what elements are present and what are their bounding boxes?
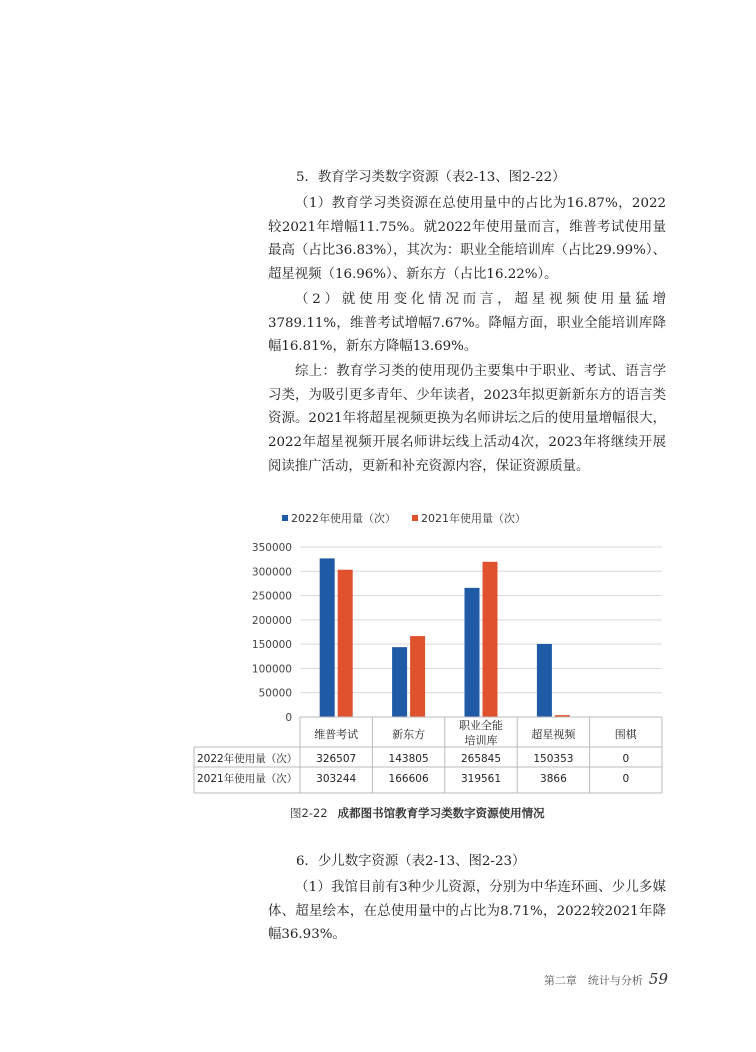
bar-1-2 <box>392 647 407 717</box>
legend-label-1: 2022年使用量（次） <box>291 512 396 525</box>
y-tick-label-2: 100000 <box>251 663 292 676</box>
chapter-label: 第二章 统计与分析 <box>543 974 643 987</box>
y-tick-label-5: 250000 <box>251 590 292 603</box>
table-cell-2-2: 166606 <box>388 773 429 785</box>
table-row-label-2: 2021年使用量（次） <box>197 773 298 785</box>
section5-paragraph-1: （1）教育学习类资源在总使用量中的占比为16.87%，2022较2021年增幅11.75%。就2022年使用量而言，维普考试使用量最高（占比36.83%），其次为：职业全能培训库（占比29.99%）、超星视频（16.96%）、新东方（占比16.22%）。 <box>268 196 666 283</box>
category-label-3-2: 培训库 <box>464 734 498 747</box>
bar-1-3 <box>465 588 480 717</box>
figure-number: 图2-22 <box>290 806 328 820</box>
category-label-1-1: 维普考试 <box>314 728 359 741</box>
legend-label-2: 2021年使用量（次） <box>421 512 526 525</box>
table-cell-2-4: 3866 <box>540 773 567 785</box>
table-cell-2-5: 0 <box>622 773 630 785</box>
table-cell-1-3: 265845 <box>460 753 502 765</box>
section5-heading: 5．教育学习类数字资源（表2-13、图2-22） <box>296 170 566 185</box>
legend-swatch-2 <box>412 515 418 521</box>
section5-paragraph-3: 综上：教育学习类的使用现仍主要集中于职业、考试、语言学习类，为吸引更多青年、少年读者，2023年拟更新新东方的语言类资源。2021年将超星视频更换为名师讲坛之后的使用量增幅很大，2022年超星视频开展名师讲坛线上活动4次，2023年将继续开展阅读推广活动，更新和补充资源内容，保证资源质量。 <box>268 364 666 474</box>
table-cell-1-5: 0 <box>622 753 630 765</box>
section6-paragraph-1: （1）我馆目前有3种少儿资源，分别为中华连环画、少儿多媒体、超星绘本，在总使用量中的占比为8.71%，2022较2021年降幅36.93%。 <box>268 880 666 943</box>
table-cell-1-4: 150353 <box>533 753 574 765</box>
bar-2-3 <box>483 562 498 717</box>
category-label-3-1: 职业全能 <box>459 719 503 732</box>
bar-2-2 <box>410 636 425 717</box>
legend-swatch-1 <box>282 515 288 521</box>
page-footer <box>544 970 668 988</box>
y-tick-label-7: 350000 <box>251 542 292 554</box>
table-cell-1-1: 326507 <box>316 753 357 765</box>
category-label-4-1: 超星视频 <box>531 728 576 741</box>
figure-caption <box>290 805 545 821</box>
section6-heading: 6．少儿数字资源（表2-13、图2-23） <box>296 854 526 869</box>
page-number: 59 <box>648 970 668 988</box>
bar-1-4 <box>537 644 552 717</box>
table-row-label-1: 2022年使用量（次） <box>197 753 298 765</box>
y-tick-label-4: 200000 <box>251 614 292 627</box>
bar-2-1 <box>338 570 353 717</box>
table-cell-2-3: 319561 <box>460 773 502 785</box>
y-tick-label-6: 300000 <box>251 566 292 579</box>
bar-1-1 <box>320 558 335 717</box>
table-cell-1-2: 143805 <box>388 753 429 765</box>
section5-paragraph-2: （2）就使用变化情况而言，超星视频使用量猛增3789.11%，维普考试增幅7.67%。降幅方面，职业全能培训库降幅16.81%，新东方降幅13.69%。 <box>268 292 666 355</box>
category-label-5-1: 围棋 <box>614 728 637 741</box>
y-tick-label-3: 150000 <box>251 639 292 652</box>
bar-chart <box>190 505 668 800</box>
y-tick-label-1: 50000 <box>258 687 292 700</box>
y-tick-label-0: 0 <box>285 712 292 724</box>
figure-title: 成都图书馆教育学习类数字资源使用情况 <box>337 806 545 820</box>
category-label-2-1: 新东方 <box>392 728 426 741</box>
table-cell-2-1: 303244 <box>316 773 357 785</box>
